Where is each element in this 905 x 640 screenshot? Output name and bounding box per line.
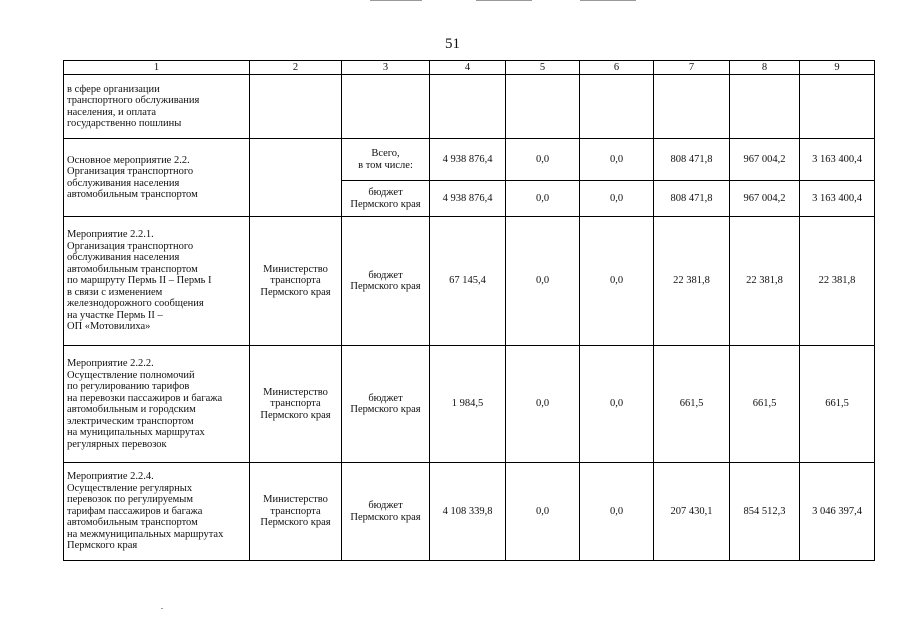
activity-description: Мероприятие 2.2.4. Осуществление регулярных перевозок по регулируемым тарифам пассажиров и багажа автомобильным транспортом на межмуниципальных маршрутах Пермского края (64, 463, 250, 561)
amount-cell: 967 004,2 (730, 139, 800, 181)
amount-cell: 207 430,1 (654, 463, 730, 561)
amount-cell: 67 145,4 (430, 217, 506, 346)
header-row (64, 61, 875, 75)
header-cell: 9 (800, 61, 875, 75)
responsible-executor: Министерство транспорта Пермского края (250, 346, 342, 463)
empty-cell (506, 75, 580, 139)
header-cell: 5 (506, 61, 580, 75)
empty-cell (654, 75, 730, 139)
header-cell: 1 (64, 61, 250, 75)
amount-cell: 0,0 (580, 139, 654, 181)
amount-cell: 0,0 (580, 217, 654, 346)
header-cell: 4 (430, 61, 506, 75)
amount-cell: 4 938 876,4 (430, 139, 506, 181)
amount-cell: 1 984,5 (430, 346, 506, 463)
amount-cell: 967 004,2 (730, 181, 800, 217)
funding-source: Всего, в том числе: (342, 139, 430, 181)
activity-description: Мероприятие 2.2.1. Организация транспортного обслуживания населения автомобильным транспортом по маршруту Пермь II – Пермь I в связи с изменением железнодорожного сообщения на участке Пермь II – ОП «Мотовилиха» (64, 217, 250, 346)
header-cell: 3 (342, 61, 430, 75)
funding-source: бюджет Пермского края (342, 217, 430, 346)
amount-cell: 808 471,8 (654, 139, 730, 181)
table-row (64, 139, 875, 181)
empty-cell (430, 75, 506, 139)
empty-cell (342, 75, 430, 139)
scan-edge-line (476, 0, 532, 1)
responsible-executor: Министерство транспорта Пермского края (250, 217, 342, 346)
scan-speck (161, 608, 163, 609)
empty-cell (730, 75, 800, 139)
amount-cell: 22 381,8 (800, 217, 875, 346)
amount-cell: 0,0 (506, 217, 580, 346)
budget-table (63, 60, 875, 561)
amount-cell: 4 938 876,4 (430, 181, 506, 217)
amount-cell: 0,0 (580, 346, 654, 463)
amount-cell: 22 381,8 (730, 217, 800, 346)
amount-cell: 854 512,3 (730, 463, 800, 561)
activity-description: в сфере организации транспортного обслуживания населения, и оплата государственно пошлины (64, 75, 250, 139)
funding-source: бюджет Пермского края (342, 463, 430, 561)
amount-cell: 0,0 (580, 181, 654, 217)
empty-cell (580, 75, 654, 139)
empty-cell (250, 75, 342, 139)
amount-cell: 0,0 (506, 346, 580, 463)
header-cell: 2 (250, 61, 342, 75)
amount-cell: 3 163 400,4 (800, 181, 875, 217)
scan-edge-line (580, 0, 636, 1)
responsible-executor: Министерство транспорта Пермского края (250, 463, 342, 561)
amount-cell: 0,0 (506, 463, 580, 561)
activity-description: Основное мероприятие 2.2. Организация транспортного обслуживания населения автомобильным транспортом (64, 139, 250, 217)
table-row (64, 463, 875, 561)
funding-source: бюджет Пермского края (342, 346, 430, 463)
scan-edge-line (370, 0, 422, 1)
page-number: 51 (445, 36, 460, 52)
amount-cell: 0,0 (506, 181, 580, 217)
amount-cell: 0,0 (506, 139, 580, 181)
table-row (64, 75, 875, 139)
amount-cell: 661,5 (654, 346, 730, 463)
amount-cell: 661,5 (800, 346, 875, 463)
amount-cell: 3 046 397,4 (800, 463, 875, 561)
empty-cell (250, 139, 342, 217)
amount-cell: 3 163 400,4 (800, 139, 875, 181)
amount-cell: 661,5 (730, 346, 800, 463)
header-cell: 6 (580, 61, 654, 75)
amount-cell: 0,0 (580, 463, 654, 561)
amount-cell: 4 108 339,8 (430, 463, 506, 561)
amount-cell: 808 471,8 (654, 181, 730, 217)
activity-description: Мероприятие 2.2.2. Осуществление полномочий по регулированию тарифов на перевозки пассажиров и багажа автомобильным и городским электрическим транспортом на муниципальных маршрутах регулярных перевозок (64, 346, 250, 463)
funding-source: бюджет Пермского края (342, 181, 430, 217)
header-cell: 8 (730, 61, 800, 75)
amount-cell: 22 381,8 (654, 217, 730, 346)
header-cell: 7 (654, 61, 730, 75)
empty-cell (800, 75, 875, 139)
table-row (64, 217, 875, 346)
table-row (64, 346, 875, 463)
